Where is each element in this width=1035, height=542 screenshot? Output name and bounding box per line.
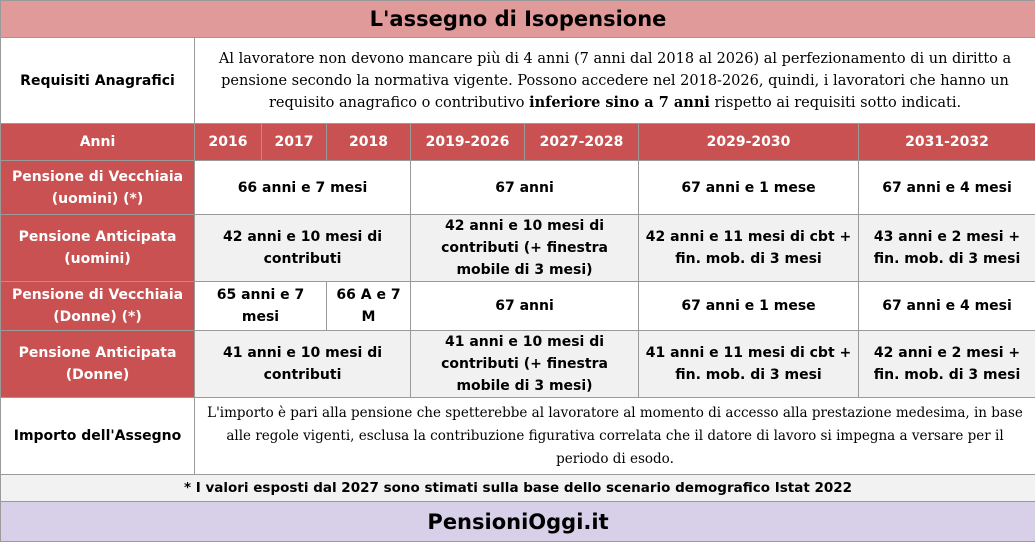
anticipata-uomini-2031-2032: 43 anni e 2 mesi + fin. mob. di 3 mesi [859, 215, 1035, 282]
header-year-2018: 2018 [327, 124, 411, 161]
vecchiaia-uomini-2019-2028: 67 anni [411, 161, 639, 215]
row-label-vecchiaia-uomini: Pensione di Vecchiaia (uomini) (*) [1, 161, 195, 215]
anticipata-donne-2016-2018: 41 anni e 10 mesi di contributi [195, 331, 411, 398]
header-year-2017: 2017 [262, 124, 327, 161]
footer-brand: PensioniOggi.it [1, 502, 1035, 542]
vecchiaia-uomini-2016-2018: 66 anni e 7 mesi [195, 161, 411, 215]
vecchiaia-uomini-2031-2032: 67 anni e 4 mesi [859, 161, 1035, 215]
vecchiaia-uomini-2029-2030: 67 anni e 1 mese [639, 161, 859, 215]
row-label-vecchiaia-donne: Pensione di Vecchiaia (Donne) (*) [1, 282, 195, 331]
anticipata-donne-2031-2032: 42 anni e 2 mesi + fin. mob. di 3 mesi [859, 331, 1035, 398]
header-year-2019-2026: 2019-2026 [411, 124, 525, 161]
requisiti-text-after: rispetto ai requisiti sotto indicati. [710, 95, 961, 111]
anticipata-uomini-2029-2030: 42 anni e 11 mesi di cbt + fin. mob. di 3 mesi [639, 215, 859, 282]
vecchiaia-donne-2019-2028: 67 anni [411, 282, 639, 331]
header-year-2029-2030: 2029-2030 [639, 124, 859, 161]
requisiti-label: Requisiti Anagrafici [1, 38, 195, 124]
row-label-anticipata-donne: Pensione Anticipata (Donne) [1, 331, 195, 398]
requisiti-text-before: Al lavoratore non devono mancare più di 4 anni (7 anni dal 2018 al 2026) al perfezionamento di un diritto a pensione secondo la normativa vigente. Possono accedere nel 2018-2026, quindi, i lavoratori che hanno un requisito anagrafico o contributivo [219, 51, 1011, 111]
requisiti-text-bold: inferiore sino a 7 anni [529, 94, 710, 111]
vecchiaia-donne-2018: 66 A e 7 M [327, 282, 411, 331]
header-year-2016: 2016 [195, 124, 262, 161]
anticipata-donne-2019-2028: 41 anni e 10 mesi di contributi (+ finestra mobile di 3 mesi) [411, 331, 639, 398]
footnote: * I valori esposti dal 2027 sono stimati sulla base dello scenario demografico Istat 2022 [1, 475, 1035, 502]
header-year-2031-2032: 2031-2032 [859, 124, 1035, 161]
row-label-anticipata-uomini: Pensione Anticipata (uomini) [1, 215, 195, 282]
vecchiaia-donne-2016-2017: 65 anni e 7 mesi [195, 282, 327, 331]
anticipata-donne-2029-2030: 41 anni e 11 mesi di cbt + fin. mob. di 3 mesi [639, 331, 859, 398]
header-year-2027-2028: 2027-2028 [525, 124, 639, 161]
anticipata-uomini-2016-2018: 42 anni e 10 mesi di contributi [195, 215, 411, 282]
importo-label: Importo dell'Assegno [1, 398, 195, 475]
requisiti-text [195, 38, 1035, 124]
vecchiaia-donne-2031-2032: 67 anni e 4 mesi [859, 282, 1035, 331]
anticipata-uomini-2019-2028: 42 anni e 10 mesi di contributi (+ finestra mobile di 3 mesi) [411, 215, 639, 282]
table-title: L'assegno di Isopensione [1, 1, 1035, 38]
vecchiaia-donne-2029-2030: 67 anni e 1 mese [639, 282, 859, 331]
importo-text: L'importo è pari alla pensione che spetterebbe al lavoratore al momento di accesso alla prestazione medesima, in base alle regole vigenti, esclusa la contribuzione figurativa correlata che il datore di lavoro si impegna a versare per il periodo di esodo. [195, 398, 1035, 475]
header-anni-label: Anni [1, 124, 195, 161]
